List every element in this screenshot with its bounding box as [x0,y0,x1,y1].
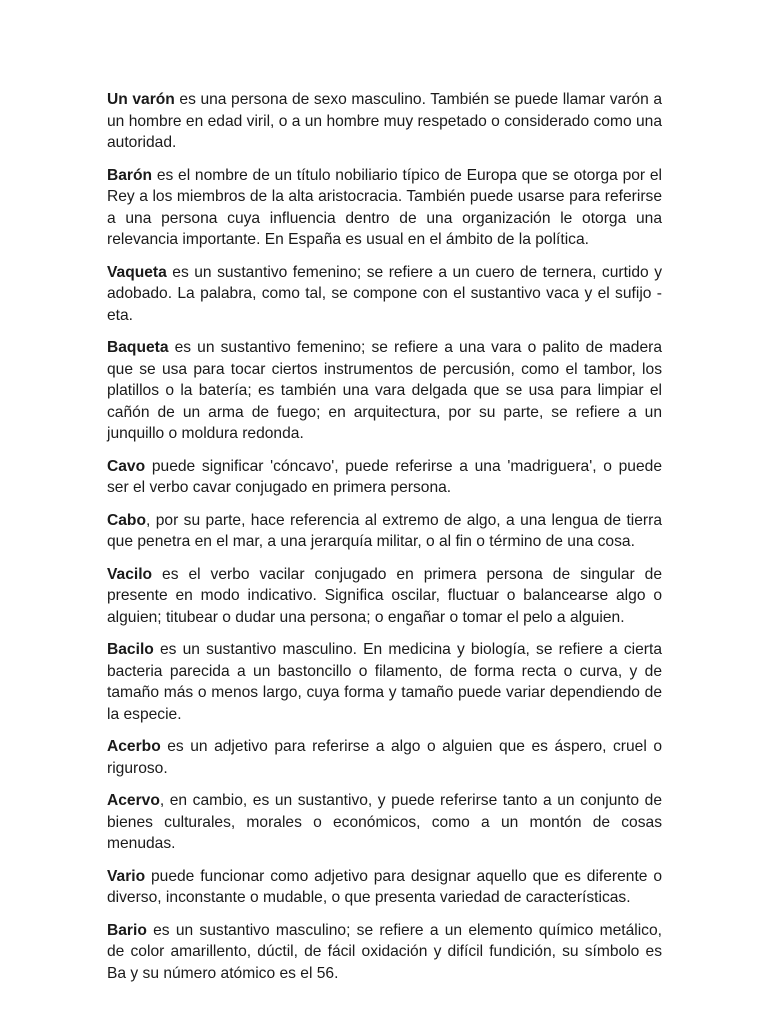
entry-vaqueta [107,262,662,327]
entry-text: es un adjetivo para referirse a algo o alguien que es áspero, cruel o riguroso. [107,738,662,777]
document-page [107,89,662,995]
entry-text: , en cambio, es un sustantivo, y puede referirse tanto a un conjunto de bienes culturales, morales o económicos, como a un montón de cosas menudas. [107,792,662,852]
entry-baron [107,165,662,251]
entry-text: es un sustantivo femenino; se refiere a un cuero de ternera, curtido y adobado. La palabra, como tal, se compone con el sustantivo vaca y el sufijo -eta. [107,263,662,324]
entry-bario [107,920,662,985]
entry-term: Acervo [107,792,160,809]
entry-term: Vaqueta [107,263,167,281]
entry-term: Bario [107,921,147,939]
entry-text: es un sustantivo masculino; se refiere a un elemento químico metálico, de color amarillento, dúctil, de fácil oxidación y difícil fundición, su símbolo es Ba y su número atómico es el 56. [107,921,662,982]
entry-text: puede significar 'cóncavo', puede referirse a una 'madriguera', o puede ser el verbo cavar conjugado en primera persona. [107,457,662,496]
entry-text: , por su parte, hace referencia al extremo de algo, a una lengua de tierra que penetra en el mar, a una jerarquía militar, o al fin o término de una cosa. [107,511,662,550]
entry-cavo [107,456,662,499]
entry-vacilo [107,564,662,629]
entry-cabo [107,510,662,553]
entry-term: Cavo [107,457,146,475]
entry-acervo [107,790,662,855]
entry-term: Vario [107,867,146,885]
entry-text: es una persona de sexo masculino. También se puede llamar varón a un hombre en edad viril, o a un hombre muy respetado o considerado como una autoridad. [107,91,662,151]
entry-baqueta [107,337,662,445]
entry-vario [107,866,662,909]
entry-term: Cabo [107,511,146,529]
entry-acerbo [107,736,662,779]
entry-text: es un sustantivo femenino; se refiere a una vara o palito de madera que se usa para tocar ciertos instrumentos de percusión, como el tambor, los platillos o la batería; es también una vara delgada que se usa para limpiar el cañón de un arma de fuego; en arquitectura, por su parte, se refiere a un junquillo o moldura redonda. [107,339,662,442]
entry-term: Barón [107,166,153,184]
entry-term: Acerbo [107,738,161,755]
entry-term: Vacilo [107,565,153,583]
entry-bacilo [107,639,662,725]
entry-text: es el nombre de un título nobiliario típico de Europa que se otorga por el Rey a los miembros de la alta aristocracia. También puede usarse para referirse a una persona cuya influencia dentro de una organización le otorga una relevancia importante. En España es usual en el ámbito de la política. [107,166,662,248]
entry-term: Bacilo [107,641,154,658]
entry-text: puede funcionar como adjetivo para designar aquello que es diferente o diverso, inconstante o mudable, o que presenta variedad de características. [107,867,662,906]
entry-text: es el verbo vacilar conjugado en primera persona de singular de presente en modo indicativo. Significa oscilar, fluctuar o balancearse algo o alguien; titubear o dudar una persona; o engañar o tomar el pelo a alguien. [107,565,662,626]
entry-un-varon [107,89,662,154]
entry-text: es un sustantivo masculino. En medicina y biología, se refiere a cierta bacteria parecida a un bastoncillo o filamento, de forma recta o curva, y de tamaño más o menos largo, cuya forma y tamaño puede variar dependiendo de la especie. [107,641,662,723]
entry-term: Un varón [107,91,175,108]
entry-term: Baqueta [107,339,169,356]
